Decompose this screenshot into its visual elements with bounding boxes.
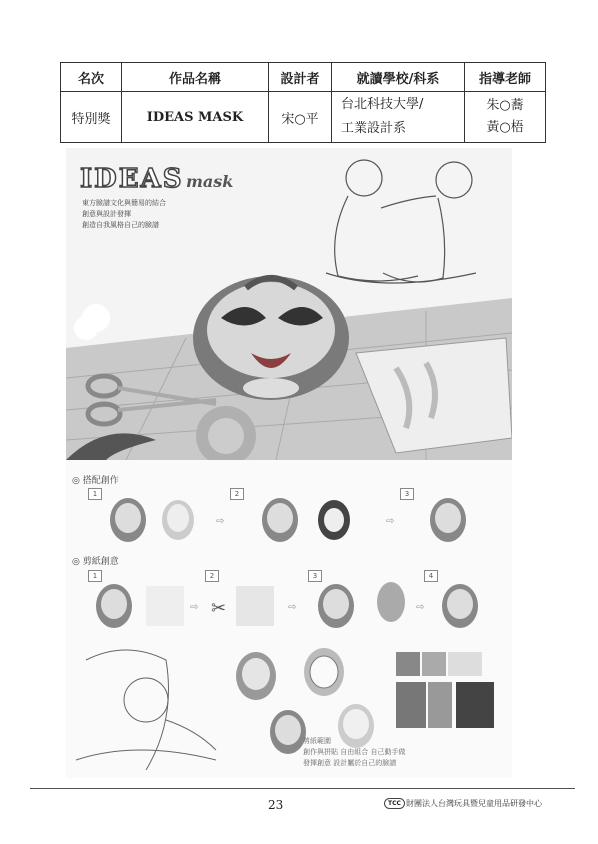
tagline-2: 創意與設計發揮 [82,210,131,218]
collage-illustration [66,640,512,778]
section-2-label: ◎ 剪紙創意 [72,557,119,567]
mask-icon [110,498,194,542]
caption-title: 剪紙範圍 [303,737,331,745]
tagline-1: 東方臉譜文化與簡易的結合 [82,199,166,207]
cell-work: IDEAS MASK [122,92,269,143]
tagline-3: 創造自我風格自己的臉譜 [82,221,159,229]
caption-line-2: 發揮創意 設計屬於自己的臉譜 [303,759,397,767]
caption-line-1: 創作與拼貼 自由組合 自己動手做 [303,748,406,756]
step-1c: 3 [400,488,414,500]
school-line-2: 工業設計系 [341,121,407,136]
poster-title-main: IDEAS [80,164,184,194]
header-rank: 名次 [61,63,122,92]
cell-rank: 特別獎 [61,92,122,143]
cell-teacher [465,92,546,143]
poster-tagline [82,198,166,231]
poster-main-image [66,148,512,460]
svg-text:⇨: ⇨ [386,516,395,527]
poster-illustration [66,148,512,460]
header-work: 作品名稱 [122,63,269,92]
table-row [61,92,546,143]
scissors-icon: ✂ [211,598,227,619]
header-school: 就讀學校/科系 [332,63,465,92]
org-name: 財團法人台灣玩具暨兒童用品研發中心 [406,799,542,808]
section-1-label: ◎ 搭配創作 [72,476,119,486]
step-1b: 2 [230,488,244,500]
poster-title-script: mask [186,172,234,191]
svg-text:⇨: ⇨ [216,516,225,527]
step-1a: 1 [88,488,102,500]
step-2d: 4 [424,570,438,582]
award-table [60,62,546,143]
page-number: 23 [268,798,284,812]
svg-text:⇨: ⇨ [190,602,199,613]
section-1-masks [66,490,512,550]
teacher-line-2: 黃○梧 [486,120,524,135]
footer-divider [30,788,575,789]
svg-text:⇨: ⇨ [288,602,297,613]
step-2c: 3 [308,570,322,582]
teacher-line-1: 朱○蕎 [486,98,524,113]
header-designer: 設計者 [269,63,332,92]
step-2a: 1 [88,570,102,582]
step-2b: 2 [205,570,219,582]
org-logo: TCC [384,798,405,809]
caption-box [303,736,405,769]
school-line-1: 台北科技大學/ [341,97,424,112]
cell-school [332,92,465,143]
cell-designer: 宋○平 [269,92,332,143]
header-teacher: 指導老師 [465,63,546,92]
section-2-masks [66,572,512,642]
table-header-row [61,63,546,92]
svg-text:⇨: ⇨ [416,602,425,613]
